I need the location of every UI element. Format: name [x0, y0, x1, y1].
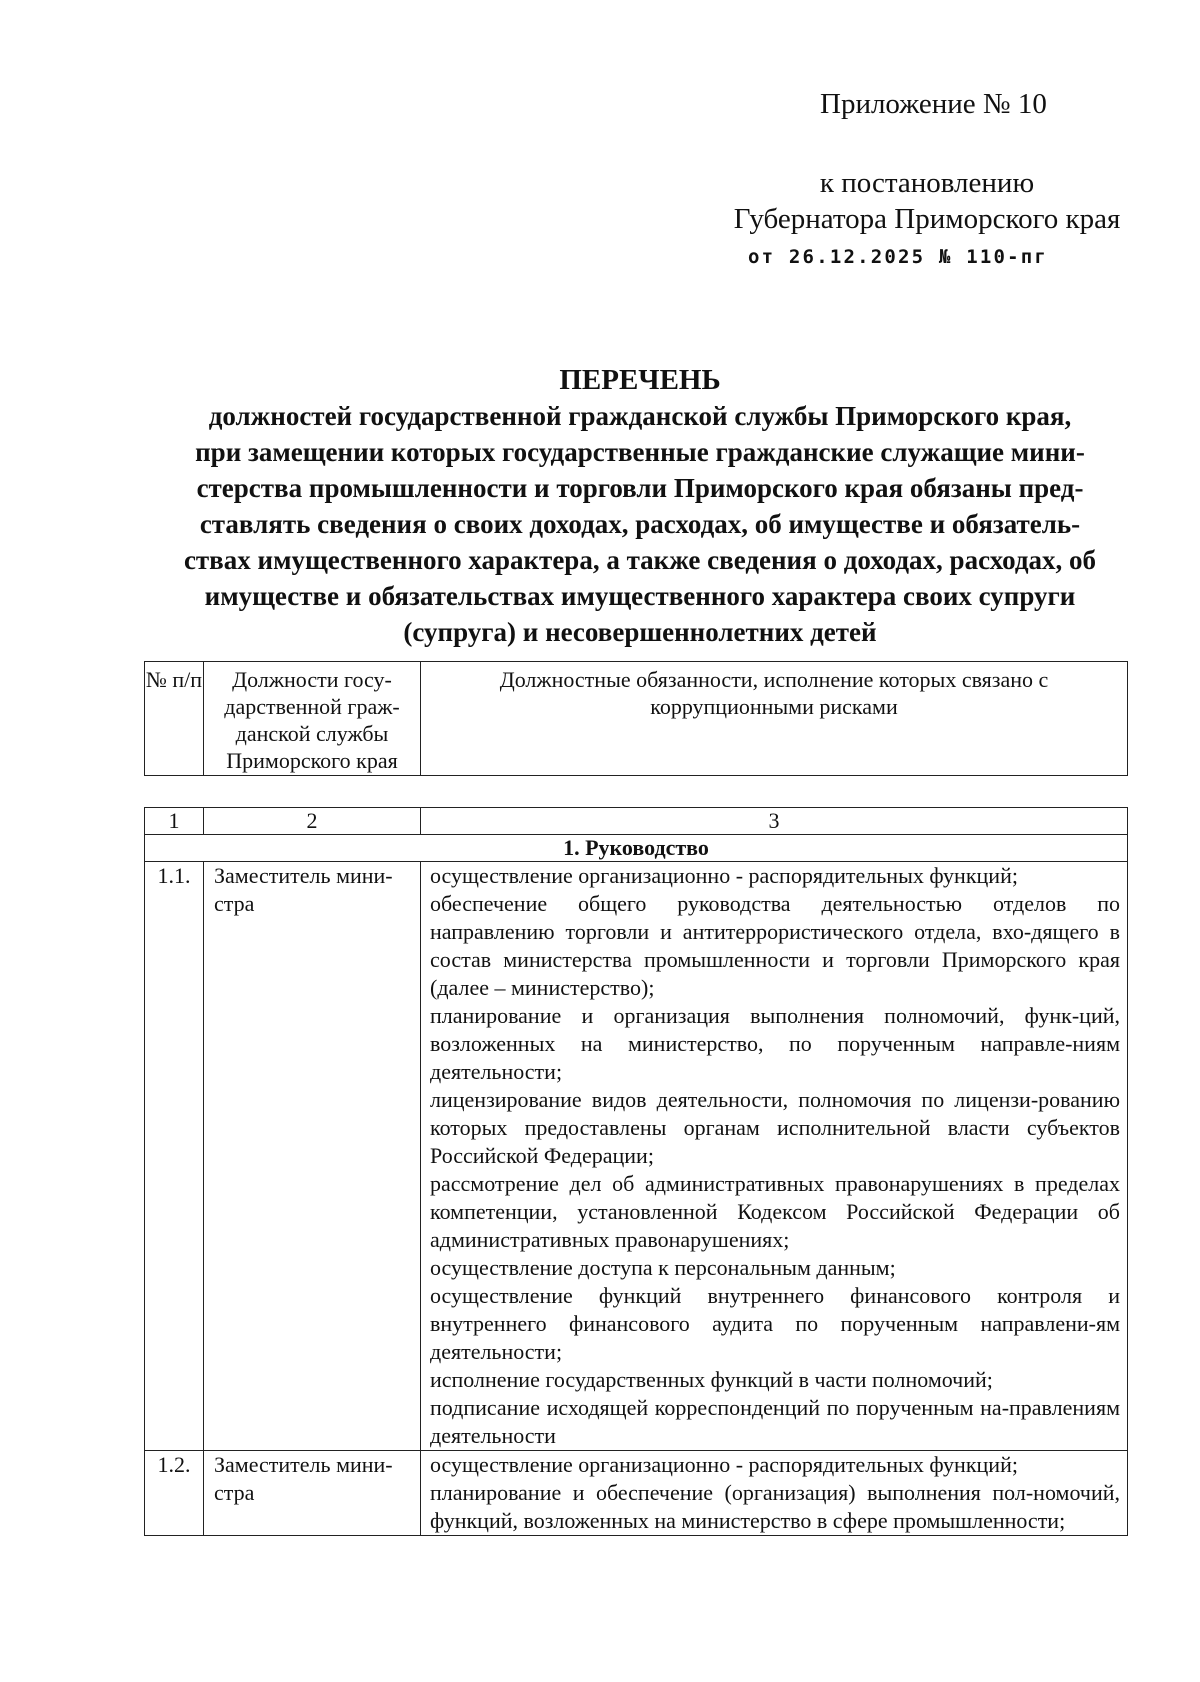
header-position: Должности госу-дарственной граж-данской службы Приморского края — [204, 662, 421, 776]
duty-item: осуществление доступа к персональным данным; — [430, 1255, 896, 1280]
decree-line-2: Губернатора Приморского края — [733, 203, 1121, 235]
table-header — [144, 661, 1128, 776]
duty-item: осуществление организационно - распорядительных функций; — [430, 863, 1018, 888]
row-position: Заместитель мини-стра — [204, 862, 421, 1451]
duty-item: подписание исходящей корреспонденций по порученным на-правлениям деятельности — [430, 1395, 1120, 1448]
duty-item: планирование и обеспечение (организация) выполнения пол-номочий, функций, возложенных на министерство в сфере промышленности; — [430, 1480, 1120, 1533]
heading-title: ПЕРЕЧЕНЬ — [559, 364, 721, 396]
appendix-title: Приложение № 10 — [820, 88, 1047, 120]
row-number: 1.2. — [145, 1451, 204, 1536]
table-row — [145, 862, 1128, 1451]
column-number: 2 — [204, 808, 421, 835]
row-duties — [421, 862, 1128, 1451]
duty-item: лицензирование видов деятельности, полномочия по лицензи-рованию которых предоставлены органам исполнительной власти субъектов Российской Федерации; — [430, 1087, 1120, 1168]
decree-reference — [727, 165, 1127, 237]
row-duties — [421, 1451, 1128, 1536]
column-number: 1 — [145, 808, 204, 835]
header-duties: Должностные обязанности, исполнение которых связано с коррупционными рисками — [421, 662, 1128, 776]
heading-description: должностей государственной гражданской службы Приморского края, при замещении которых государственные гражданские служащие мини- стерства промышленности и торговли Приморского края обязаны пред- ставлять сведения о своих доходах, расходах, об имуществе и обязатель- ствах имущественного характера, а также сведения о доходах, расходах, об имуществе и обязательствах имущественного характера своих супруги (супруга) и несовершеннолетних детей — [183, 401, 1097, 647]
duty-item: рассмотрение дел об административных правонарушениях в пределах компетенции, установленной Кодексом Российской Федерации об административных правонарушениях; — [430, 1171, 1120, 1252]
header-number: № п/п — [145, 662, 204, 776]
duty-item: исполнение государственных функций в части полномочий; — [430, 1367, 993, 1392]
section-row — [145, 835, 1128, 862]
row-position: Заместитель мини-стра — [204, 1451, 421, 1536]
section-title: 1. Руководство — [145, 835, 1128, 862]
row-number: 1.1. — [145, 862, 204, 1451]
decree-date-number-stamp: от 26.12.2025 № 110-пг — [748, 246, 1049, 268]
duty-item: осуществление функций внутреннего финансового контроля и внутреннего финансового аудита по порученным направлени-ям деятельности; — [430, 1283, 1120, 1364]
duty-item: осуществление организационно - распорядительных функций; — [430, 1452, 1018, 1477]
decree-line-1: к постановлению — [819, 167, 1035, 199]
duty-item: обеспечение общего руководства деятельностью отделов по направлению торговли и антитеррористического отдела, вхо-дящего в состав министерства промышленности и торговли Приморского края (далее – министерство); — [430, 891, 1120, 1000]
document-heading — [140, 362, 1140, 650]
table-row — [145, 1451, 1128, 1536]
positions-table — [144, 807, 1128, 1536]
column-number: 3 — [421, 808, 1128, 835]
column-number-row — [145, 808, 1128, 835]
duty-item: планирование и организация выполнения полномочий, функ-ций, возложенных на министерство, по порученным направле-ниям деятельности; — [430, 1003, 1120, 1084]
